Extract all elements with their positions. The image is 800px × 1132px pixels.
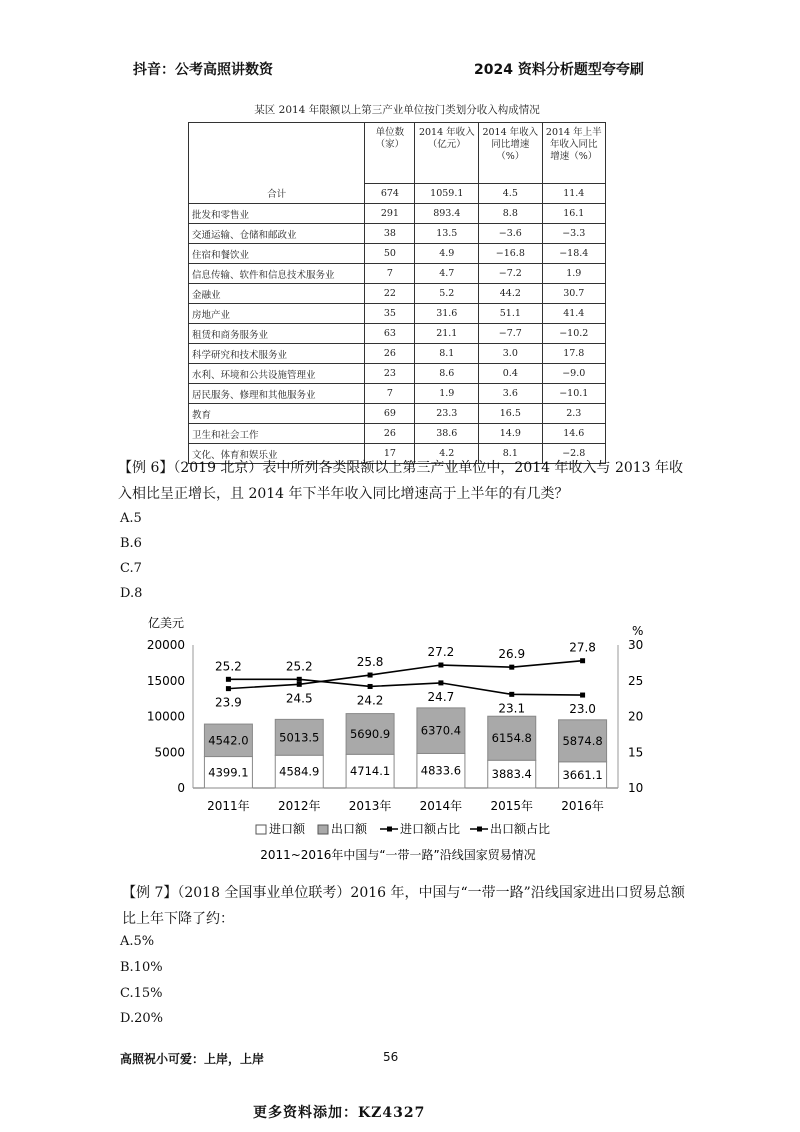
cell-units: 7 (365, 264, 415, 284)
y-tick-label-right: 15 (628, 745, 644, 760)
table-row (189, 284, 606, 304)
cell-income: 31.6 (415, 304, 479, 324)
import-share-label: 23.1 (498, 701, 526, 716)
bar-label-export: 6370.4 (420, 723, 462, 738)
export-share-point (226, 686, 231, 691)
import-share-point (580, 693, 585, 698)
column-header-growth: 2014 年收入同比增速（%） (479, 123, 542, 184)
y-tick-label-right: 30 (628, 638, 644, 652)
bar-label-export: 5013.5 (279, 730, 320, 745)
row-category-name: 租赁和商务服务业 (189, 324, 365, 344)
cell-growth: 8.8 (479, 204, 542, 224)
table-title: 某区 2014 年限额以上第三产业单位按门类划分收入构成情况 (254, 104, 540, 116)
cell-income: 21.1 (415, 324, 479, 344)
row-category-name: 卫生和社会工作 (189, 424, 365, 444)
row-category-name: 交通运输、仓储和邮政业 (189, 224, 365, 244)
table-row (189, 224, 606, 244)
y-tick-label-left: 20000 (146, 638, 185, 652)
cell-growth: 14.9 (479, 424, 542, 444)
x-tick-label: 2016年 (561, 799, 604, 813)
y-tick-label-right: 25 (628, 673, 644, 688)
table-row-total (189, 184, 606, 204)
table-header-row (189, 123, 606, 184)
import-share-label: 23.0 (569, 702, 596, 717)
legend-import-share-text: 进口额占比 (400, 822, 461, 836)
cell-h1-growth: 14.6 (542, 424, 605, 444)
x-tick-label: 2013年 (348, 799, 392, 813)
table-row (189, 364, 606, 384)
cell-growth: 44.2 (479, 284, 542, 304)
cell-income: 8.6 (415, 364, 479, 384)
row-category-name: 科学研究和技术服务业 (189, 344, 365, 364)
cell-h1-growth: 30.7 (542, 284, 605, 304)
import-share-label: 24.2 (356, 693, 384, 708)
export-share-point (297, 682, 302, 687)
cell-income: 8.1 (415, 344, 479, 364)
import-share-label: 25.2 (215, 659, 242, 674)
legend-export-text: 出口额 (331, 822, 368, 836)
bar-label-export: 6154.8 (491, 731, 532, 746)
table-row (189, 344, 606, 364)
import-share-point (226, 677, 231, 682)
cell-h1-growth: −10.2 (542, 324, 605, 344)
legend-import-swatch (256, 825, 266, 834)
legend-export-share-marker (477, 827, 482, 832)
cell-units: 7 (365, 384, 415, 404)
table-row (189, 324, 606, 344)
import-share-point (368, 684, 373, 689)
cell-h1-growth: 1.9 (542, 264, 605, 284)
y-axis-right-unit: % (632, 624, 644, 638)
cell-h1-growth: −10.1 (542, 384, 605, 404)
cell-h1-growth: 41.4 (542, 304, 605, 324)
cell-income: 23.3 (415, 404, 479, 424)
import-share-point (509, 692, 514, 697)
row-category-name: 批发和零售业 (189, 204, 365, 224)
trade-chart (140, 615, 650, 870)
y-axis-left-unit: 亿美元 (148, 616, 185, 630)
y-tick-label-left: 10000 (146, 709, 185, 724)
cell-income: 1059.1 (415, 184, 479, 204)
cell-units: 22 (365, 284, 415, 304)
export-share-label: 25.8 (356, 655, 384, 670)
table-row (189, 204, 606, 224)
export-share-point (509, 665, 514, 670)
bar-label-import: 3883.4 (491, 767, 532, 782)
cell-growth: 0.4 (479, 364, 542, 384)
y-tick-label-left: 0 (177, 781, 185, 795)
column-header-income: 2014 年收入（亿元） (415, 123, 479, 184)
table-row (189, 424, 606, 444)
cell-income: 5.2 (415, 284, 479, 304)
column-header-h1-growth: 2014 年上半年收入同比增速（%） (542, 123, 605, 184)
question-7-option-a: A.5% (120, 934, 155, 949)
import-share-point (438, 680, 443, 685)
x-tick-label: 2014年 (419, 799, 463, 813)
y-tick-label-right: 20 (628, 709, 644, 724)
row-category-name: 文化、体育和娱乐业 (189, 444, 365, 464)
cell-growth: −7.2 (479, 264, 542, 284)
bar-label-export: 5690.9 (349, 726, 391, 741)
table-row (189, 304, 606, 324)
question-6-text: 【例 6】（2019 北京）表中所列各类限额以上第三产业单位中，2014 年收入与 2013 年收入相比呈正增长，且 2014 年下半年收入同比增速高于上半年的有几类？ (118, 460, 684, 502)
export-share-label: 26.9 (498, 647, 526, 662)
legend-export-swatch (318, 825, 328, 834)
cell-h1-growth: −2.8 (542, 444, 605, 464)
cell-h1-growth: −3.3 (542, 224, 605, 244)
column-header-category (189, 123, 365, 184)
legend-import-text: 进口额 (269, 822, 306, 836)
question-7-option-b: B.10% (120, 960, 163, 975)
cell-growth: 8.1 (479, 444, 542, 464)
cell-growth: −7.7 (479, 324, 542, 344)
question-7-option-c: C.15% (120, 986, 163, 1001)
y-tick-label-left: 5000 (154, 745, 185, 760)
question-6-option-a: A.5 (120, 511, 142, 526)
header-left-text: 抖音：公考高照讲数资 (133, 62, 273, 78)
import-share-label: 24.7 (427, 689, 455, 704)
x-tick-label: 2015年 (490, 799, 534, 813)
bar-label-import: 4584.9 (279, 764, 320, 779)
table-row (189, 244, 606, 264)
bar-label-import: 4714.1 (349, 764, 391, 779)
cell-units: 38 (365, 224, 415, 244)
export-share-label: 24.5 (285, 691, 313, 706)
export-share-label: 23.9 (215, 695, 242, 710)
cell-income: 4.7 (415, 264, 479, 284)
export-share-point (438, 663, 443, 668)
import-share-point (297, 677, 302, 682)
cell-units: 26 (365, 424, 415, 444)
bar-label-export: 5874.8 (562, 733, 603, 748)
table-row (189, 264, 606, 284)
question-6-option-b: B.6 (120, 536, 142, 551)
y-tick-label-left: 15000 (146, 673, 185, 688)
cell-growth: 4.5 (479, 184, 542, 204)
cell-h1-growth: 16.1 (542, 204, 605, 224)
header-right-text: 2024 资料分析题型夸夸刷 (474, 62, 644, 78)
y-tick-label-right: 10 (628, 781, 644, 795)
import-share-line (228, 679, 582, 695)
x-tick-label: 2012年 (277, 799, 321, 813)
data-table (188, 122, 606, 464)
cell-h1-growth: 11.4 (542, 184, 605, 204)
page-number: 56 (383, 1050, 399, 1064)
cell-units: 17 (365, 444, 415, 464)
cell-units: 50 (365, 244, 415, 264)
question-6-option-d: D.8 (120, 586, 143, 601)
cell-units: 69 (365, 404, 415, 424)
cell-growth: 3.0 (479, 344, 542, 364)
cell-units: 291 (365, 204, 415, 224)
export-share-label: 27.2 (427, 645, 455, 660)
cell-income: 13.5 (415, 224, 479, 244)
chart-caption: 2011~2016年中国与“一带一路”沿线国家贸易情况 (260, 848, 536, 862)
table-body (189, 184, 606, 464)
cell-growth: 16.5 (479, 404, 542, 424)
table-row (189, 384, 606, 404)
row-category-name: 居民服务、修理和其他服务业 (189, 384, 365, 404)
cell-growth: 3.6 (479, 384, 542, 404)
row-category-name: 信息传输、软件和信息技术服务业 (189, 264, 365, 284)
cell-income: 893.4 (415, 204, 479, 224)
export-share-label: 27.8 (569, 640, 596, 655)
table-row (189, 404, 606, 424)
question-7-option-d: D.20% (120, 1011, 163, 1026)
column-header-units: 单位数（家） (365, 123, 415, 184)
cell-units: 63 (365, 324, 415, 344)
cell-growth: 51.1 (479, 304, 542, 324)
question-7-line-2: 比上年下降了约： (122, 911, 234, 927)
cell-units: 26 (365, 344, 415, 364)
cell-h1-growth: −9.0 (542, 364, 605, 384)
cell-growth: −16.8 (479, 244, 542, 264)
cell-income: 1.9 (415, 384, 479, 404)
row-category-name: 金融业 (189, 284, 365, 304)
export-share-point (368, 673, 373, 678)
cell-income: 4.9 (415, 244, 479, 264)
question-7-line-1: 【例 7】（2018 全国事业单位联考）2016 年，中国与“一带一路”沿线国家进出口贸易总额 (122, 885, 685, 901)
row-category-name: 房地产业 (189, 304, 365, 324)
x-tick-label: 2011年 (207, 799, 250, 813)
bar-label-export: 4542.0 (208, 733, 249, 748)
cell-units: 674 (365, 184, 415, 204)
row-category-name: 住宿和餐饮业 (189, 244, 365, 264)
bar-label-import: 4399.1 (208, 765, 249, 780)
cell-h1-growth: 17.8 (542, 344, 605, 364)
bottom-note: 更多资料添加：KZ4327 (253, 1105, 426, 1121)
cell-income: 4.2 (415, 444, 479, 464)
cell-units: 23 (365, 364, 415, 384)
import-share-label: 25.2 (285, 659, 313, 674)
row-category-name: 教育 (189, 404, 365, 424)
legend-import-share-marker (387, 827, 392, 832)
row-category-name: 水利、环境和公共设施管理业 (189, 364, 365, 384)
cell-units: 35 (365, 304, 415, 324)
legend-export-share-text: 出口额占比 (490, 822, 551, 836)
cell-growth: −3.6 (479, 224, 542, 244)
question-6-option-c: C.7 (120, 561, 142, 576)
cell-income: 38.6 (415, 424, 479, 444)
cell-h1-growth: 2.3 (542, 404, 605, 424)
bar-label-import: 3661.1 (562, 767, 603, 782)
cell-h1-growth: −18.4 (542, 244, 605, 264)
footer-left-text: 高照祝小可爱：上岸，上岸 (120, 1052, 265, 1066)
bar-label-import: 4833.6 (420, 763, 462, 778)
export-share-point (580, 658, 585, 663)
row-category-name: 合计 (189, 184, 365, 204)
